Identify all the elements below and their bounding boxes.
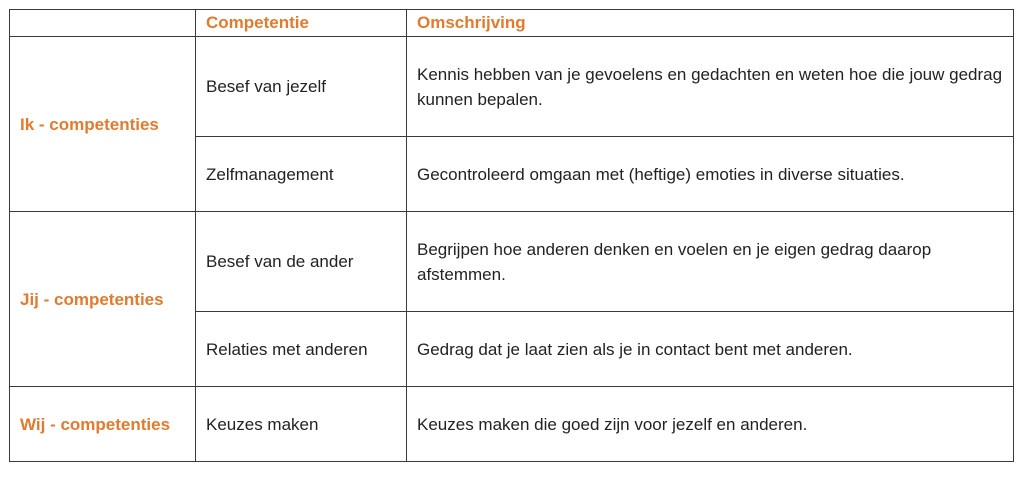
header-cell-competentie: Competentie [196,10,407,37]
table-row [10,37,1014,137]
competentie-cell: Relaties met anderen [196,312,407,387]
table-header-row [10,10,1014,37]
header-cell-group [10,10,196,37]
competentie-cell: Keuzes maken [196,387,407,462]
group-label-jij: Jij - competenties [10,212,196,387]
table-row [10,212,1014,312]
omschrijving-cell: Gedrag dat je laat zien als je in contact bent met anderen. [407,312,1014,387]
competentie-cell: Zelfmanagement [196,137,407,212]
competenties-table [9,9,1014,462]
competentie-cell: Besef van de ander [196,212,407,312]
omschrijving-cell: Kennis hebben van je gevoelens en gedachten en weten hoe die jouw gedrag kunnen bepalen. [407,37,1014,137]
omschrijving-cell: Begrijpen hoe anderen denken en voelen en je eigen gedrag daarop afstemmen. [407,212,1014,312]
omschrijving-cell: Keuzes maken die goed zijn voor jezelf en anderen. [407,387,1014,462]
group-label-wij: Wij - competenties [10,387,196,462]
group-label-ik: Ik - competenties [10,37,196,212]
omschrijving-cell: Gecontroleerd omgaan met (heftige) emoties in diverse situaties. [407,137,1014,212]
table-row [10,387,1014,462]
header-cell-omschrijving: Omschrijving [407,10,1014,37]
competentie-cell: Besef van jezelf [196,37,407,137]
